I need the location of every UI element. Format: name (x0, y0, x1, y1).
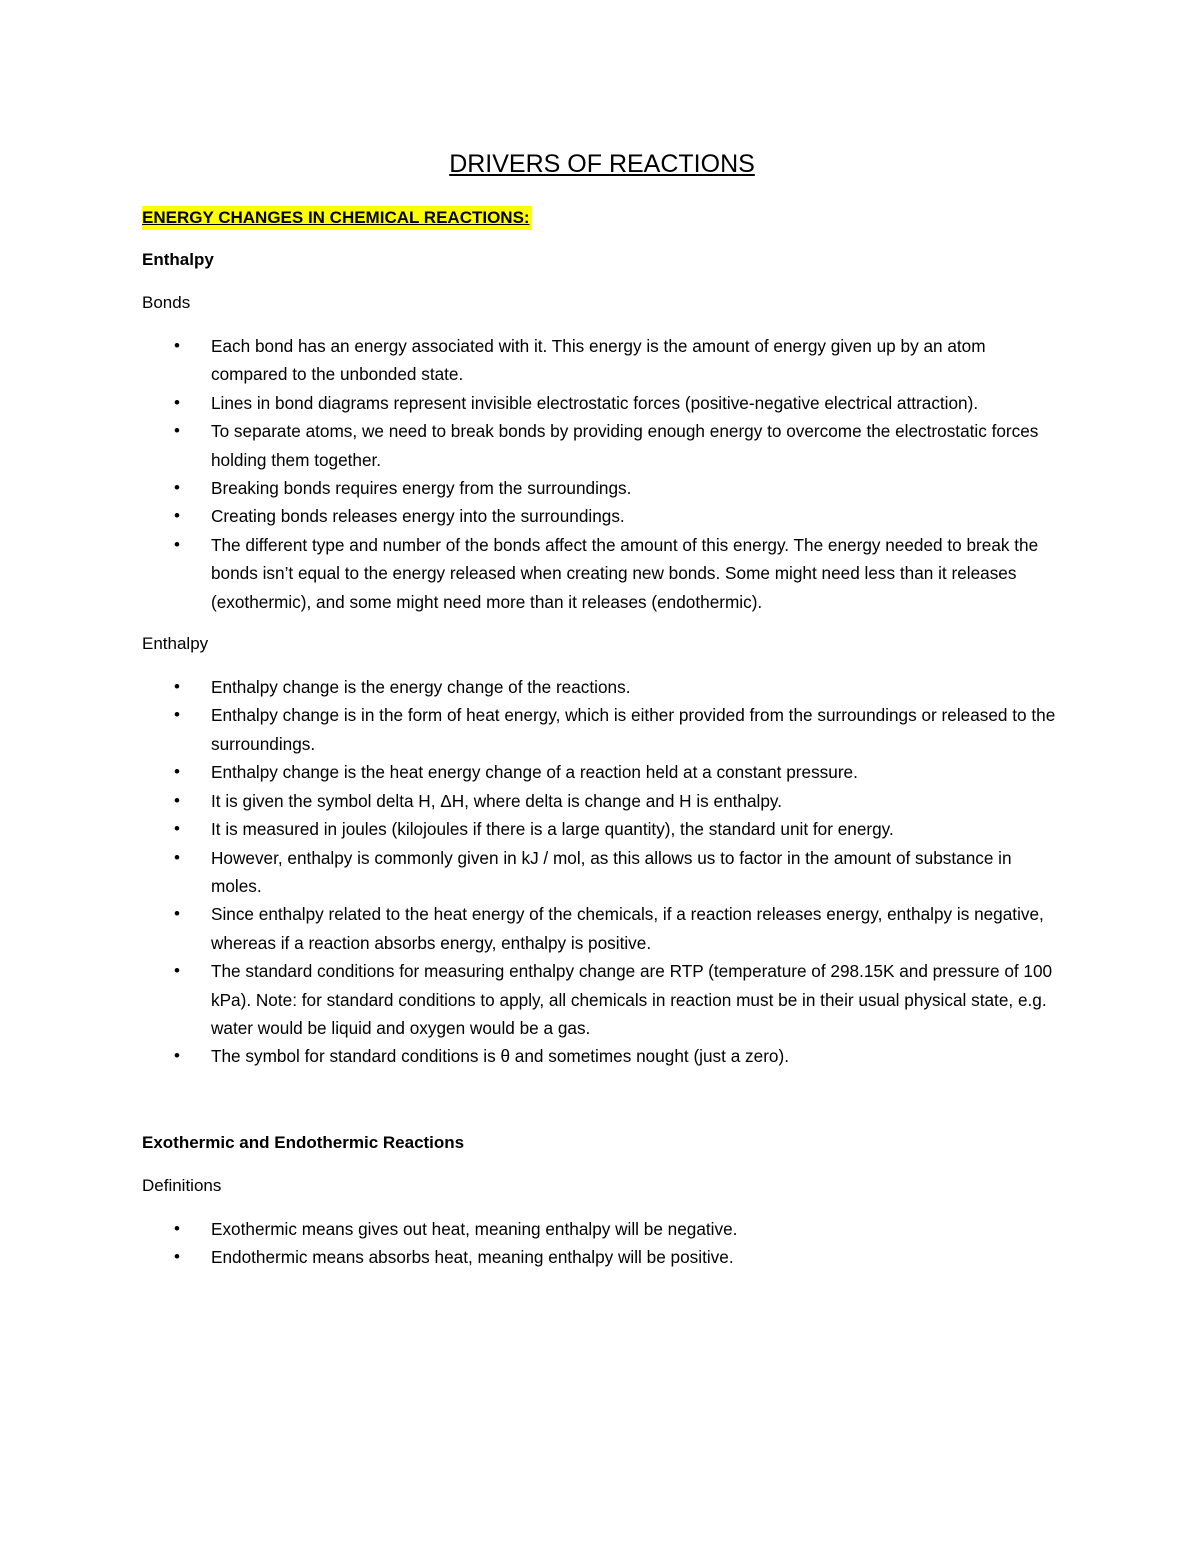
list-item-text: The standard conditions for measuring enthalpy change are RTP (temperature of 298.15K and pressure of 100 kPa). Note: for standard conditions to apply, all chemicals in reaction must be in their usual physical state, e.g. water would be liquid and oxygen would be a gas. (211, 961, 1053, 1038)
list-item (142, 502, 1062, 530)
bullet-icon: • (174, 506, 180, 526)
list-item-text: Breaking bonds requires energy from the surroundings. (211, 478, 632, 499)
list-item (142, 701, 1062, 758)
list-item-text: To separate atoms, we need to break bonds by providing enough energy to overcome the electrostatic forces holding them together. (211, 421, 1039, 470)
section-heading-energy-changes: ENERGY CHANGES IN CHEMICAL REACTIONS: (142, 206, 532, 230)
bullet-icon: • (174, 392, 180, 412)
list-item (142, 787, 1062, 815)
list-item (142, 531, 1062, 616)
list-item (142, 332, 1062, 389)
heading-enthalpy: Enthalpy (142, 250, 214, 269)
bullet-icon: • (174, 421, 180, 441)
list-item (142, 474, 1062, 502)
bonds-list (142, 332, 1062, 616)
section-heading-wrapper (142, 206, 1062, 248)
list-item (142, 957, 1062, 1042)
list-item (142, 673, 1062, 701)
list-item (142, 815, 1062, 843)
list-item (142, 1243, 1062, 1271)
subheading-enthalpy: Enthalpy (142, 634, 209, 654)
blank-line (142, 1087, 1062, 1131)
list-item-text: Lines in bond diagrams represent invisible electrostatic forces (positive-negative electrical attraction). (211, 392, 979, 413)
list-item-text: Endothermic means absorbs heat, meaning enthalpy will be positive. (211, 1247, 734, 1268)
definitions-list (142, 1215, 1062, 1272)
list-item (142, 1042, 1062, 1070)
bullet-icon: • (174, 847, 180, 867)
list-item (142, 758, 1062, 786)
list-item-text: It is given the symbol delta H, ΔH, where delta is change and H is enthalpy. (211, 790, 783, 811)
list-item (142, 900, 1062, 957)
bullet-icon: • (174, 819, 180, 839)
list-item-text: Enthalpy change is the energy change of the reactions. (211, 677, 631, 698)
list-item-text: Creating bonds releases energy into the surroundings. (211, 506, 625, 527)
heading-exothermic-endothermic: Exothermic and Endothermic Reactions (142, 1132, 465, 1152)
bullet-icon: • (174, 705, 180, 725)
subheading-bonds: Bonds (142, 293, 191, 312)
bullet-icon: • (174, 336, 180, 355)
page-title: DRIVERS OF REACTIONS (449, 150, 755, 178)
document-content (142, 148, 1062, 1288)
bullet-icon: • (174, 1218, 180, 1238)
list-item (142, 417, 1062, 474)
bullet-icon: • (174, 478, 180, 498)
list-item-text: The different type and number of the bonds affect the amount of this energy. The energy needed to break the bonds isn’t equal to the energy released when creating new bonds. Some might need less than it releases (exothermic), and some might need more than it releases (endothermic). (211, 534, 1039, 612)
list-item (142, 1215, 1062, 1243)
list-item-text: Enthalpy change is the heat energy change of a reaction held at a constant pressure. (211, 762, 858, 783)
list-item-text: Since enthalpy related to the heat energy of the chemicals, if a reaction releases energy, enthalpy is negative, whereas if a reaction absorbs energy, enthalpy is positive. (211, 904, 1044, 953)
bullet-icon: • (174, 904, 180, 924)
list-item-text: Enthalpy change is in the form of heat energy, which is either provided from the surroundings or released to the surroundings. (211, 705, 1056, 754)
list-item-text: Exothermic means gives out heat, meaning enthalpy will be negative. (211, 1218, 738, 1239)
subheading-definitions: Definitions (142, 1175, 222, 1195)
bullet-icon: • (174, 762, 180, 782)
bullet-icon: • (174, 961, 180, 981)
enthalpy-list (142, 673, 1062, 1071)
list-item-text: The symbol for standard conditions is θ and sometimes nought (just a zero). (211, 1046, 789, 1067)
list-item-text: However, enthalpy is commonly given in kJ / mol, as this allows us to factor in the amount of substance in moles. (211, 847, 1012, 896)
bullet-icon: • (174, 1247, 180, 1267)
list-item (142, 389, 1062, 417)
bullet-icon: • (174, 790, 180, 810)
list-item-text: It is measured in joules (kilojoules if there is a large quantity), the standard unit for energy. (211, 819, 894, 840)
list-item (142, 844, 1062, 901)
bullet-icon: • (174, 1046, 180, 1066)
bullet-icon: • (174, 677, 180, 697)
list-item-text: Each bond has an energy associated with it. This energy is the amount of energy given up by an atom compared to the unbonded state. (211, 336, 986, 385)
bullet-icon: • (174, 534, 180, 554)
